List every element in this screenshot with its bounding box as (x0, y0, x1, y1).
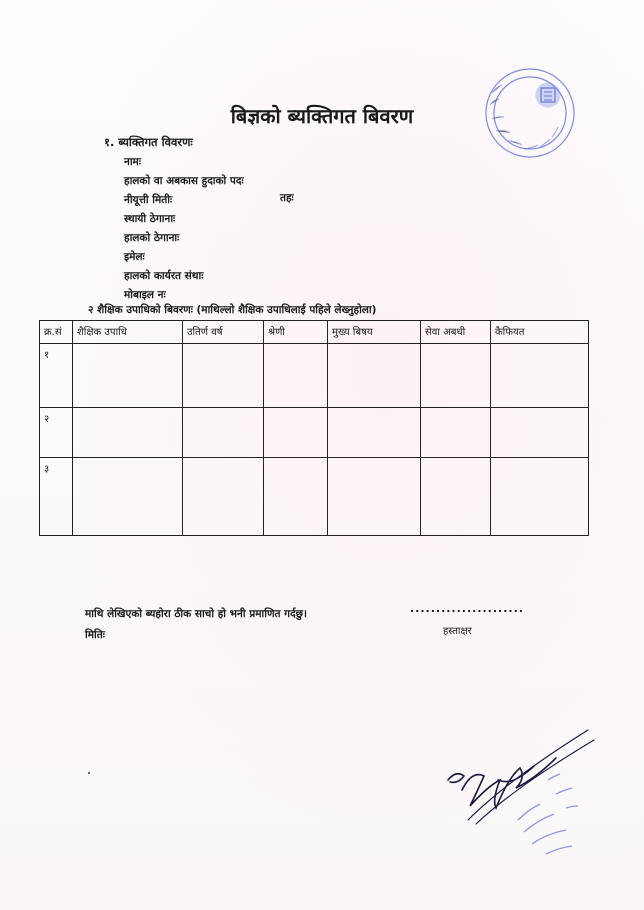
cell-major-subject[interactable] (328, 344, 421, 408)
cell-division[interactable] (264, 408, 328, 458)
cell-degree[interactable] (73, 408, 183, 458)
certification-statement: माथि लेखिएको ब्यहोरा ठीक साचो हो भनी प्रमाणित गर्दछु। (85, 608, 308, 620)
official-seal-stamp (478, 65, 578, 165)
header-degree: शैक्षिक उपाधि (73, 321, 183, 344)
header-division: श्रेणी (264, 321, 328, 344)
table-row (40, 458, 589, 536)
cell-pass-year[interactable] (183, 458, 264, 536)
header-major-subject: मुख्य बिषय (328, 321, 421, 344)
field-current-address: हालको ठेगानाः (124, 232, 180, 244)
field-email: इमेलः (124, 251, 145, 263)
section1-heading: १. ब्यक्तिगत विवरणः (104, 135, 193, 149)
header-pass-year: उतिर्ण वर्ष (183, 321, 264, 344)
cell-service-period[interactable] (421, 408, 491, 458)
table-row (40, 408, 589, 458)
cell-service-period[interactable] (421, 458, 491, 536)
paper-speck (88, 772, 90, 774)
header-service-period: सेवा अबधी (421, 321, 491, 344)
signature-label: हस्ताक्षर (443, 626, 472, 637)
cell-pass-year[interactable] (183, 344, 264, 408)
cell-serial: २ (40, 408, 73, 458)
header-serial: क्र.सं (40, 321, 73, 344)
education-table (39, 320, 589, 536)
cell-degree[interactable] (73, 344, 183, 408)
document-title: बिज्ञको ब्यक्तिगत बिवरण (230, 104, 414, 128)
table-header-row (40, 321, 589, 344)
field-permanent-address: स्थायी ठेगानाः (124, 213, 176, 225)
field-post: हालको वा अबकास हुदाको पदः (124, 175, 244, 187)
cell-service-period[interactable] (421, 344, 491, 408)
cell-division[interactable] (264, 344, 328, 408)
cell-major-subject[interactable] (328, 408, 421, 458)
cell-major-subject[interactable] (328, 458, 421, 536)
field-current-org: हालको कार्यरत संथाः (124, 270, 204, 282)
field-appointment-date: नीयूत्ती मितीः (124, 194, 173, 206)
cell-serial: ३ (40, 458, 73, 536)
header-remarks: कैफियत (491, 321, 589, 344)
field-name: नामः (124, 156, 141, 168)
cell-pass-year[interactable] (183, 408, 264, 458)
field-mobile: मोबाइल नः (124, 289, 166, 301)
cell-serial: १ (40, 344, 73, 408)
cell-division[interactable] (264, 458, 328, 536)
cell-remarks[interactable] (491, 458, 589, 536)
cell-degree[interactable] (73, 458, 183, 536)
cell-remarks[interactable] (491, 344, 589, 408)
date-label: मितिः (85, 629, 105, 641)
field-level: तहः (280, 192, 294, 204)
cell-remarks[interactable] (491, 408, 589, 458)
table-row (40, 344, 589, 408)
signature-line: ...................... (410, 602, 524, 615)
section2-heading: २ शैक्षिक उपाधिको बिवरणः (माथिल्लो शैक्षिक उपाधिलाई पहिले लेख्नुहोला) (88, 304, 377, 316)
handwritten-signature (428, 720, 608, 870)
